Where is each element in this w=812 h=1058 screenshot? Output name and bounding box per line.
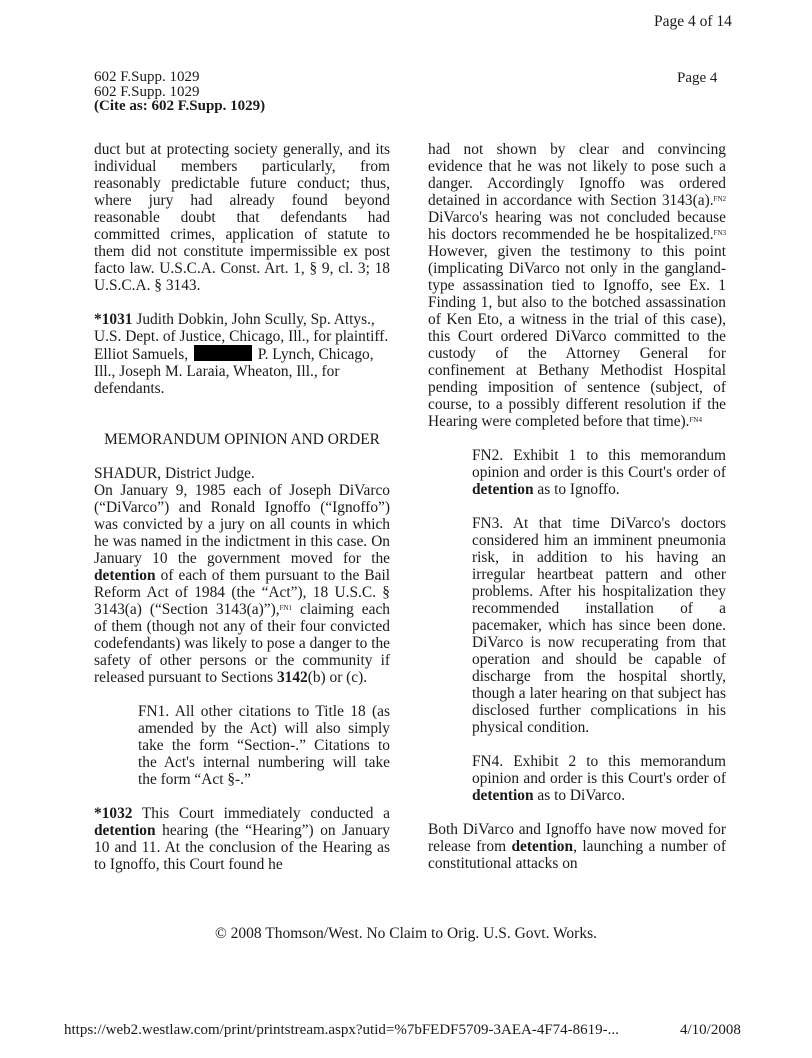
footnote-ref-fn4[interactable]: FN4: [689, 416, 702, 424]
detention-term: detention: [94, 822, 156, 839]
detention-term: detention: [472, 481, 534, 498]
citation-line: 602 F.Supp. 1029: [94, 69, 200, 85]
print-url: https://web2.westlaw.com/print/printstream.aspx?utid=%7bFEDF5709-3AEA-4F74-8619-...: [64, 1022, 619, 1038]
footnote-fn2: FN2. Exhibit 1 to this memorandum opinion and order is this Court's order of detention as to Ignoffo.: [472, 447, 726, 498]
right-column: [428, 141, 726, 872]
copyright-footer: © 2008 Thomson/West. No Claim to Orig. U.S. Govt. Works.: [214, 925, 597, 942]
detention-term: detention: [511, 838, 574, 855]
citation-line: 602 F.Supp. 1029: [94, 83, 200, 100]
footnote-ref-fn1[interactable]: FN1: [279, 604, 293, 612]
counsel-plaintiff: *1031 Judith Dobkin, John Scully, Sp. Attys., U.S. Dept. of Justice, Chicago, Ill., for plaintiff.: [94, 311, 389, 345]
opinion-paragraph: On January 9, 1985 each of Joseph DiVarco (“DiVarco”) and Ronald Ignoffo (“Ignoffo”) was convicted by a jury on all counts in which he was named in the indictment in this case. On January 10 the government moved for the detention of each of them pursuant to the Bail Reform Act of 1984 (the “Act”), 18 U.S.C. § 3143(a) (“Section 3143(a)”),$^{FN1}$ claiming each of them (though not any of their four convicted codefendants) was likely to pose a danger to the safety of other persons or the community if released pursuant to Sections 3142(b) or (c).: [94, 482, 390, 686]
detention-term: detention: [472, 787, 534, 804]
opinion-paragraph: *1032 This Court immediately conducted a detention hearing (the “Hearing”) on January 10 and 11. At the conclusion of the Hearing as to Ignoffo, this Court found he: [94, 805, 390, 873]
redaction-box: [194, 345, 252, 361]
headnote-paragraph: duct but at protecting society generally, and its individual members particularly, from reasonably predictable future conduct; thus, where jury had already found beyond reasonable doubt that defendants had committed crimes, application of statute to them did not constitute impermissible ex post facto law. U.S.C.A. Const. Art. 1, § 9, cl. 3; 18 U.S.C.A. § 3143.: [94, 141, 390, 294]
opinion-paragraph: Both DiVarco and Ignoffo have now moved for release from detention, launching a number of constitutional attacks on: [428, 821, 726, 872]
left-column: [94, 141, 390, 873]
cite-as-line: (Cite as: 602 F.Supp. 1029): [94, 98, 266, 114]
footnote-fn4: FN4. Exhibit 2 to this memorandum opinion and order is this Court's order of detention as to DiVarco.: [472, 753, 726, 804]
star-page-1031: *1031: [94, 311, 133, 328]
opinion-heading: MEMORANDUM OPINION AND ORDER: [104, 431, 380, 448]
footnote-ref-fn3[interactable]: FN3: [713, 229, 726, 237]
citation-block: [94, 70, 265, 114]
page-of-count: Page 4 of 14: [654, 13, 732, 30]
print-date: 4/10/2008: [680, 1022, 741, 1038]
footnote-fn3: FN3. At that time DiVarco's doctors considered him an imminent pneumonia risk, in addition to his having an irregular heartbeat pattern and other problems. After his hospitalization they recommended installation of a pacemaker, which has since been done. DiVarco is now recuperating from that operation and should be capable of discharge from the hospital shortly, though a later hearing on that subject has disclosed further complications in his physical condition.: [472, 515, 726, 736]
opinion-paragraph: had not shown by clear and convincing evidence that he was not likely to pose such a danger. Accordingly Ignoffo was ordered detained in accordance with Section 3143(a).$^{FN2}$ DiVarco's hearing was not concluded because his doctors recommended he be hospitalized.$^{FN3}$ However, given the testimony to this point (implicating DiVarco not only in the gangland-type assassination tied to Ignoffo, see Ex. 1 Finding 1, but also to the botched assassination of Ken Eto, a witness in the trial of this case), this Court ordered DiVarco committed to the custody of the Attorney General for confinement at Bethany Methodist Hospital pending imposition of sentence (subject, of course, to a possibly different resolution if the Hearing were completed before that time).$^{FN4}$: [428, 141, 726, 430]
section-3142: 3142: [276, 669, 308, 686]
page-label: Page 4: [677, 70, 718, 86]
detention-term: detention: [94, 567, 156, 584]
footnote-fn1: FN1. All other citations to Title 18 (as amended by the Act) will also simply take the form “Section-.” Citations to the Act's internal numbering will take the form “Act §-.”: [138, 703, 390, 788]
footnote-ref-fn2[interactable]: FN2: [713, 195, 726, 203]
star-page-1032: *1032: [94, 805, 133, 822]
counsel-defendants: Elliot Samuels, P. Lynch, Chicago, Ill., Joseph M. Laraia, Wheaton, Ill., for defendants.: [94, 346, 374, 397]
judge-line: SHADUR, District Judge.: [94, 465, 255, 482]
